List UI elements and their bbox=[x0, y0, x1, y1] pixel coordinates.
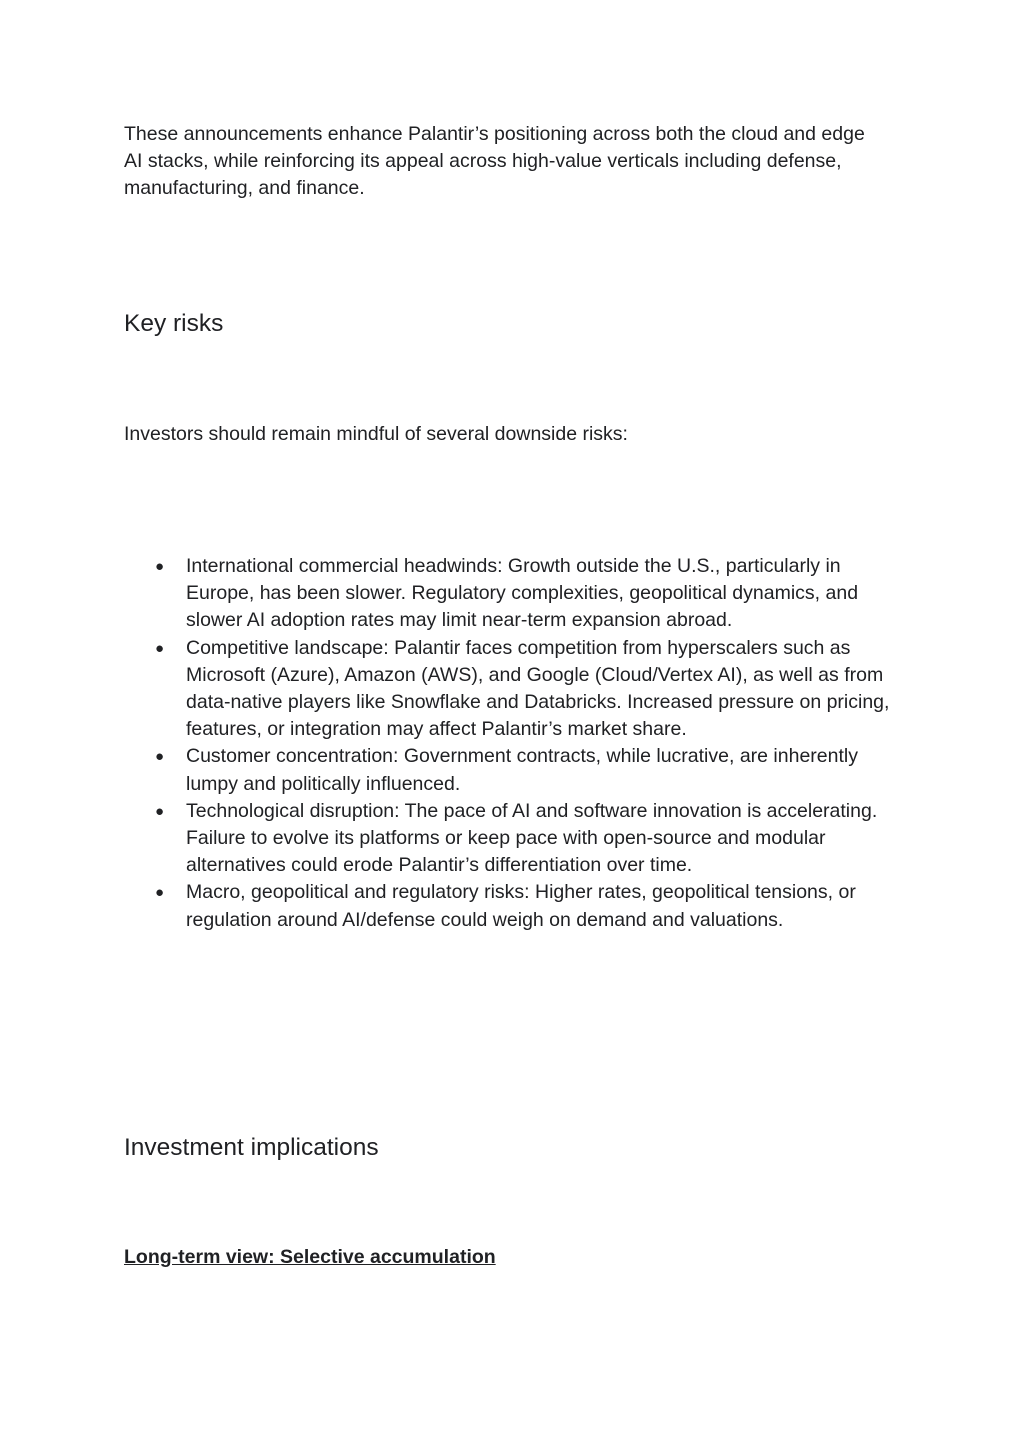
intro-paragraph: These announcements enhance Palantir’s positioning across both the cloud and edge AI stacks, while reinforcing its appeal across high-value verticals including defense, manufacturing, and finance. bbox=[124, 123, 865, 200]
risk-item-text: Technological disruption: The pace of AI and software innovation is accelerating. Failure to evolve its platforms or keep pace with open-source and modular alternatives could erode Palantir’s differentiation over time. bbox=[186, 799, 878, 877]
key-risks-heading: Key risks bbox=[124, 310, 224, 337]
risk-list bbox=[124, 553, 904, 934]
risk-item-text: Customer concentration: Government contracts, while lucrative, are inherently lumpy and politically influenced. bbox=[186, 745, 858, 795]
risk-item-text: International commercial headwinds: Growth outside the U.S., particularly in Europe, has been slower. Regulatory complexities, geopolitical dynamics, and slower AI adoption rates may limit near-term expansion abroad. bbox=[186, 555, 859, 632]
risk-item-competitive bbox=[124, 635, 904, 744]
risk-item-customer-concentration bbox=[124, 743, 904, 797]
bullet-icon: ● bbox=[155, 558, 165, 575]
long-term-view-subheading: Long-term view: Selective accumulation bbox=[124, 1246, 496, 1268]
key-risks-lead: Investors should remain mindful of several downside risks: bbox=[124, 423, 628, 445]
risk-item-technological bbox=[124, 798, 904, 880]
risk-item-text: Competitive landscape: Palantir faces competition from hyperscalers such as Microsoft (Azure), Amazon (AWS), and Google (Cloud/Vertex AI), as well as from data-native players like Snowflake and Databricks. Increased pressure on pricing, features, or integration may affect Palantir’s market share. bbox=[186, 636, 890, 741]
investment-implications-heading: Investment implications bbox=[124, 1134, 379, 1161]
bullet-icon: ● bbox=[155, 884, 165, 902]
risk-item-international bbox=[124, 553, 904, 635]
risk-item-text: Macro, geopolitical and regulatory risks: Higher rates, geopolitical tensions, or regulation around AI/defense could weigh on demand and valuations. bbox=[186, 881, 856, 931]
risk-item-macro bbox=[124, 879, 904, 933]
bullet-icon: ● bbox=[155, 748, 165, 766]
bullet-icon: ● bbox=[155, 802, 165, 820]
document-page bbox=[124, 0, 904, 1446]
bullet-icon: ● bbox=[155, 639, 165, 657]
